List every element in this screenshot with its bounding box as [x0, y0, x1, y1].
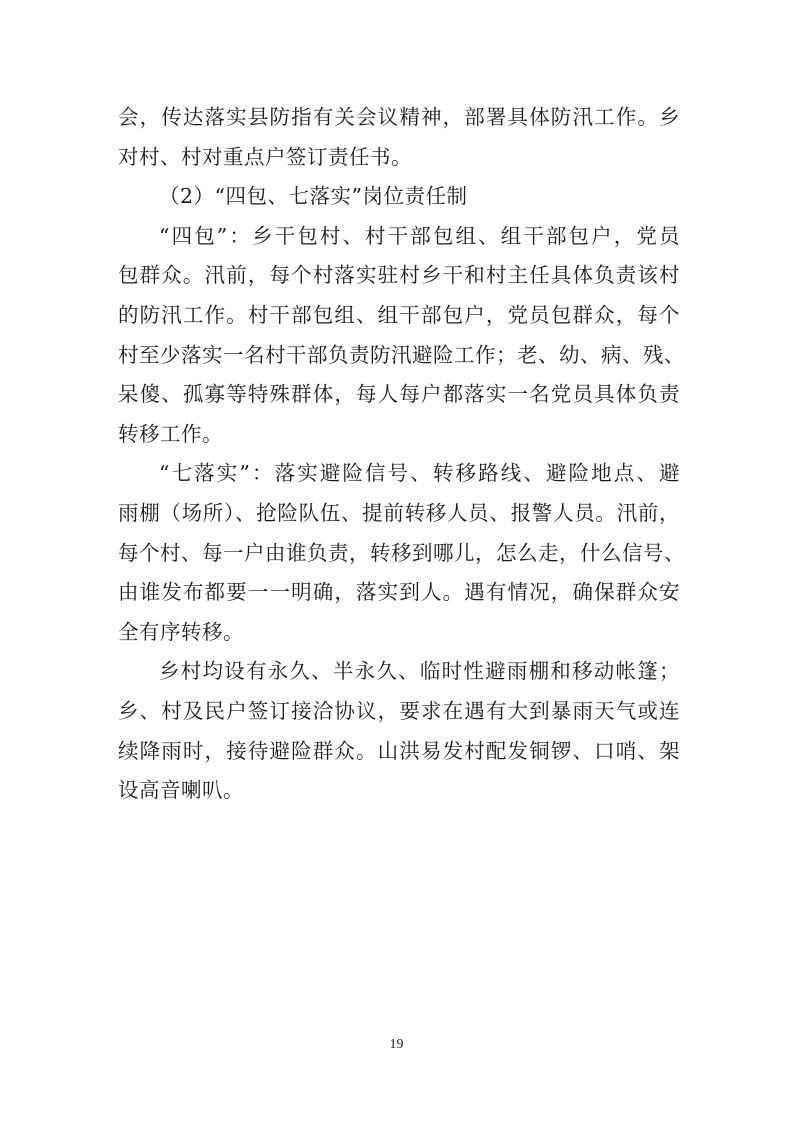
text-line: 转移工作。	[118, 421, 223, 446]
text-line: “七落实”：落实避险信号、转移路线、避险地点、避	[159, 461, 680, 486]
page-number: 19	[389, 1037, 404, 1052]
text-line: 全有序转移。	[118, 619, 244, 644]
text-line: 会，传达落实县防指有关会议精神，部署具体防汛工作。乡	[118, 105, 680, 129]
text-line: 的防汛工作。村干部包组、组干部包户，党员包群众，每个	[118, 302, 680, 327]
section-heading: （2）“四包、七落实”岗位责任制	[159, 184, 468, 209]
text-line: 包群众。汛前，每个村落实驻村乡干和村主任具体负责该村	[118, 263, 680, 288]
text-line: 由谁发布都要一一明确，落实到人。遇有情况，确保群众安	[118, 580, 680, 605]
text-line: 雨棚（场所）、抢险队伍、提前转移人员、报警人员。汛前，	[118, 500, 680, 525]
text-line: 村至少落实一名村干部负责防汛避险工作；老、幼、病、残、	[118, 342, 685, 367]
text-line: 续降雨时，接待避险群众。山洪易发村配发铜锣、口哨、架	[118, 738, 680, 763]
text-line: “四包”：乡干包村、村干部包组、组干部包户，党员	[159, 223, 680, 248]
text-line: 乡村均设有永久、半永久、临时性避雨棚和移动帐篷；	[159, 659, 680, 684]
text-line: 每个村、每一户由谁负责，转移到哪儿，怎么走，什么信号、	[118, 540, 685, 565]
body-text	[118, 98, 685, 811]
text-line: 呆傻、孤寡等特殊群体，每人每户都落实一名党员具体负责	[118, 382, 680, 407]
text-line: 设高音喇叭。	[118, 778, 244, 803]
text-line: 乡、村及民户签订接洽协议，要求在遇有大到暴雨天气或连	[118, 698, 680, 723]
text-line: 对村、村对重点户签订责任书。	[118, 144, 412, 169]
